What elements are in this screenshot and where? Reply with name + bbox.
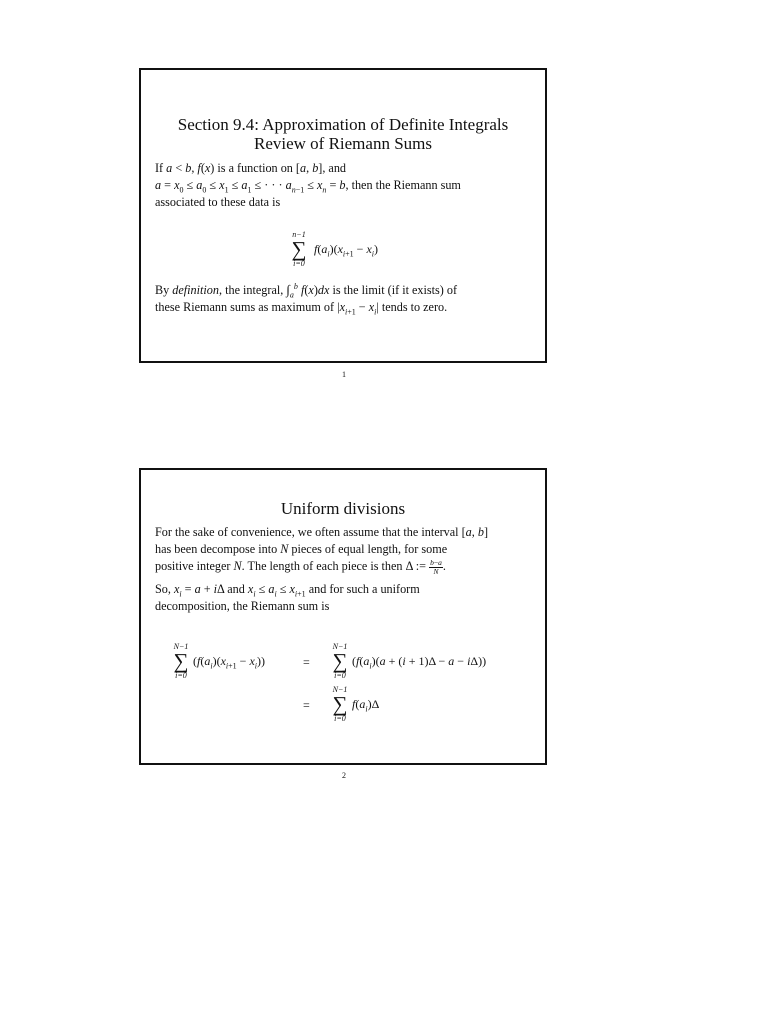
uniform-division-paragraph: For the sake of convenience, we often assume that the interval [a, b] has been decompose into N pieces of equal length, for some positive integer N. The length of each piece is then Δ := $\frac{b-a}{N}$ . xyxy=(155,525,489,576)
page-number-2: 2 xyxy=(342,771,346,780)
delta-fraction: $\frac{b-a}{N}$ xyxy=(430,557,442,576)
sigma-symbol: n−1 ∑ i=0 xyxy=(291,230,307,268)
slide-1-title xyxy=(141,115,545,153)
equals-sign-2: = xyxy=(303,698,310,712)
slide-1-title-line-1: Section 9.4: Approximation of Definite Integrals xyxy=(177,115,509,134)
integral-definition-paragraph: By definition, the integral, $\int_a^b$ f(x)dx is the limit (if it exists) of these Riemann sums as maximum of $|x_{i+1} - x_i|$ tends to zero. xyxy=(155,281,458,317)
slide-1-title-line-2: Review of Riemann Sums xyxy=(253,134,432,153)
equation-right-side-1: N−1 ∑ i=0 $(f(a_i)(a + (i + 1)\Delta - a - i\Delta))$ xyxy=(332,642,487,680)
riemann-sum-formula: n−1 ∑ i=0 $f(a_i)(x_{i+1} - x_i)$ xyxy=(287,230,378,268)
slide-2-title: Uniform divisions xyxy=(280,499,406,518)
equation-left-side: N−1 ∑ i=0 $(f(a_i)(x_{i+1} - x_i))$ xyxy=(173,642,265,680)
riemann-definition-paragraph: If a < b, f(x) is a function on [a, b], and $a = x_0 \le a_0 \le x_1 \le a_1$ ≤ · · · $a_{n-1} \le x_n = b$, then the Riemann sum associated to these data is xyxy=(155,161,461,209)
uniform-riemann-sum-equations xyxy=(141,470,545,763)
slide-2 xyxy=(139,468,547,765)
equals-sign-1: = xyxy=(303,655,310,669)
equation-right-side-2: N−1 ∑ i=0 $f(a_i)\Delta$ xyxy=(332,685,380,723)
slide-1 xyxy=(139,68,547,363)
page-number-1: 1 xyxy=(342,370,346,379)
uniform-sum-intro-paragraph: So, $x_i = a + i\Delta$ and $x_i \le a_i \le x_{i+1}$ and for such a uniform decomposition, the Riemann sum is xyxy=(155,582,420,613)
